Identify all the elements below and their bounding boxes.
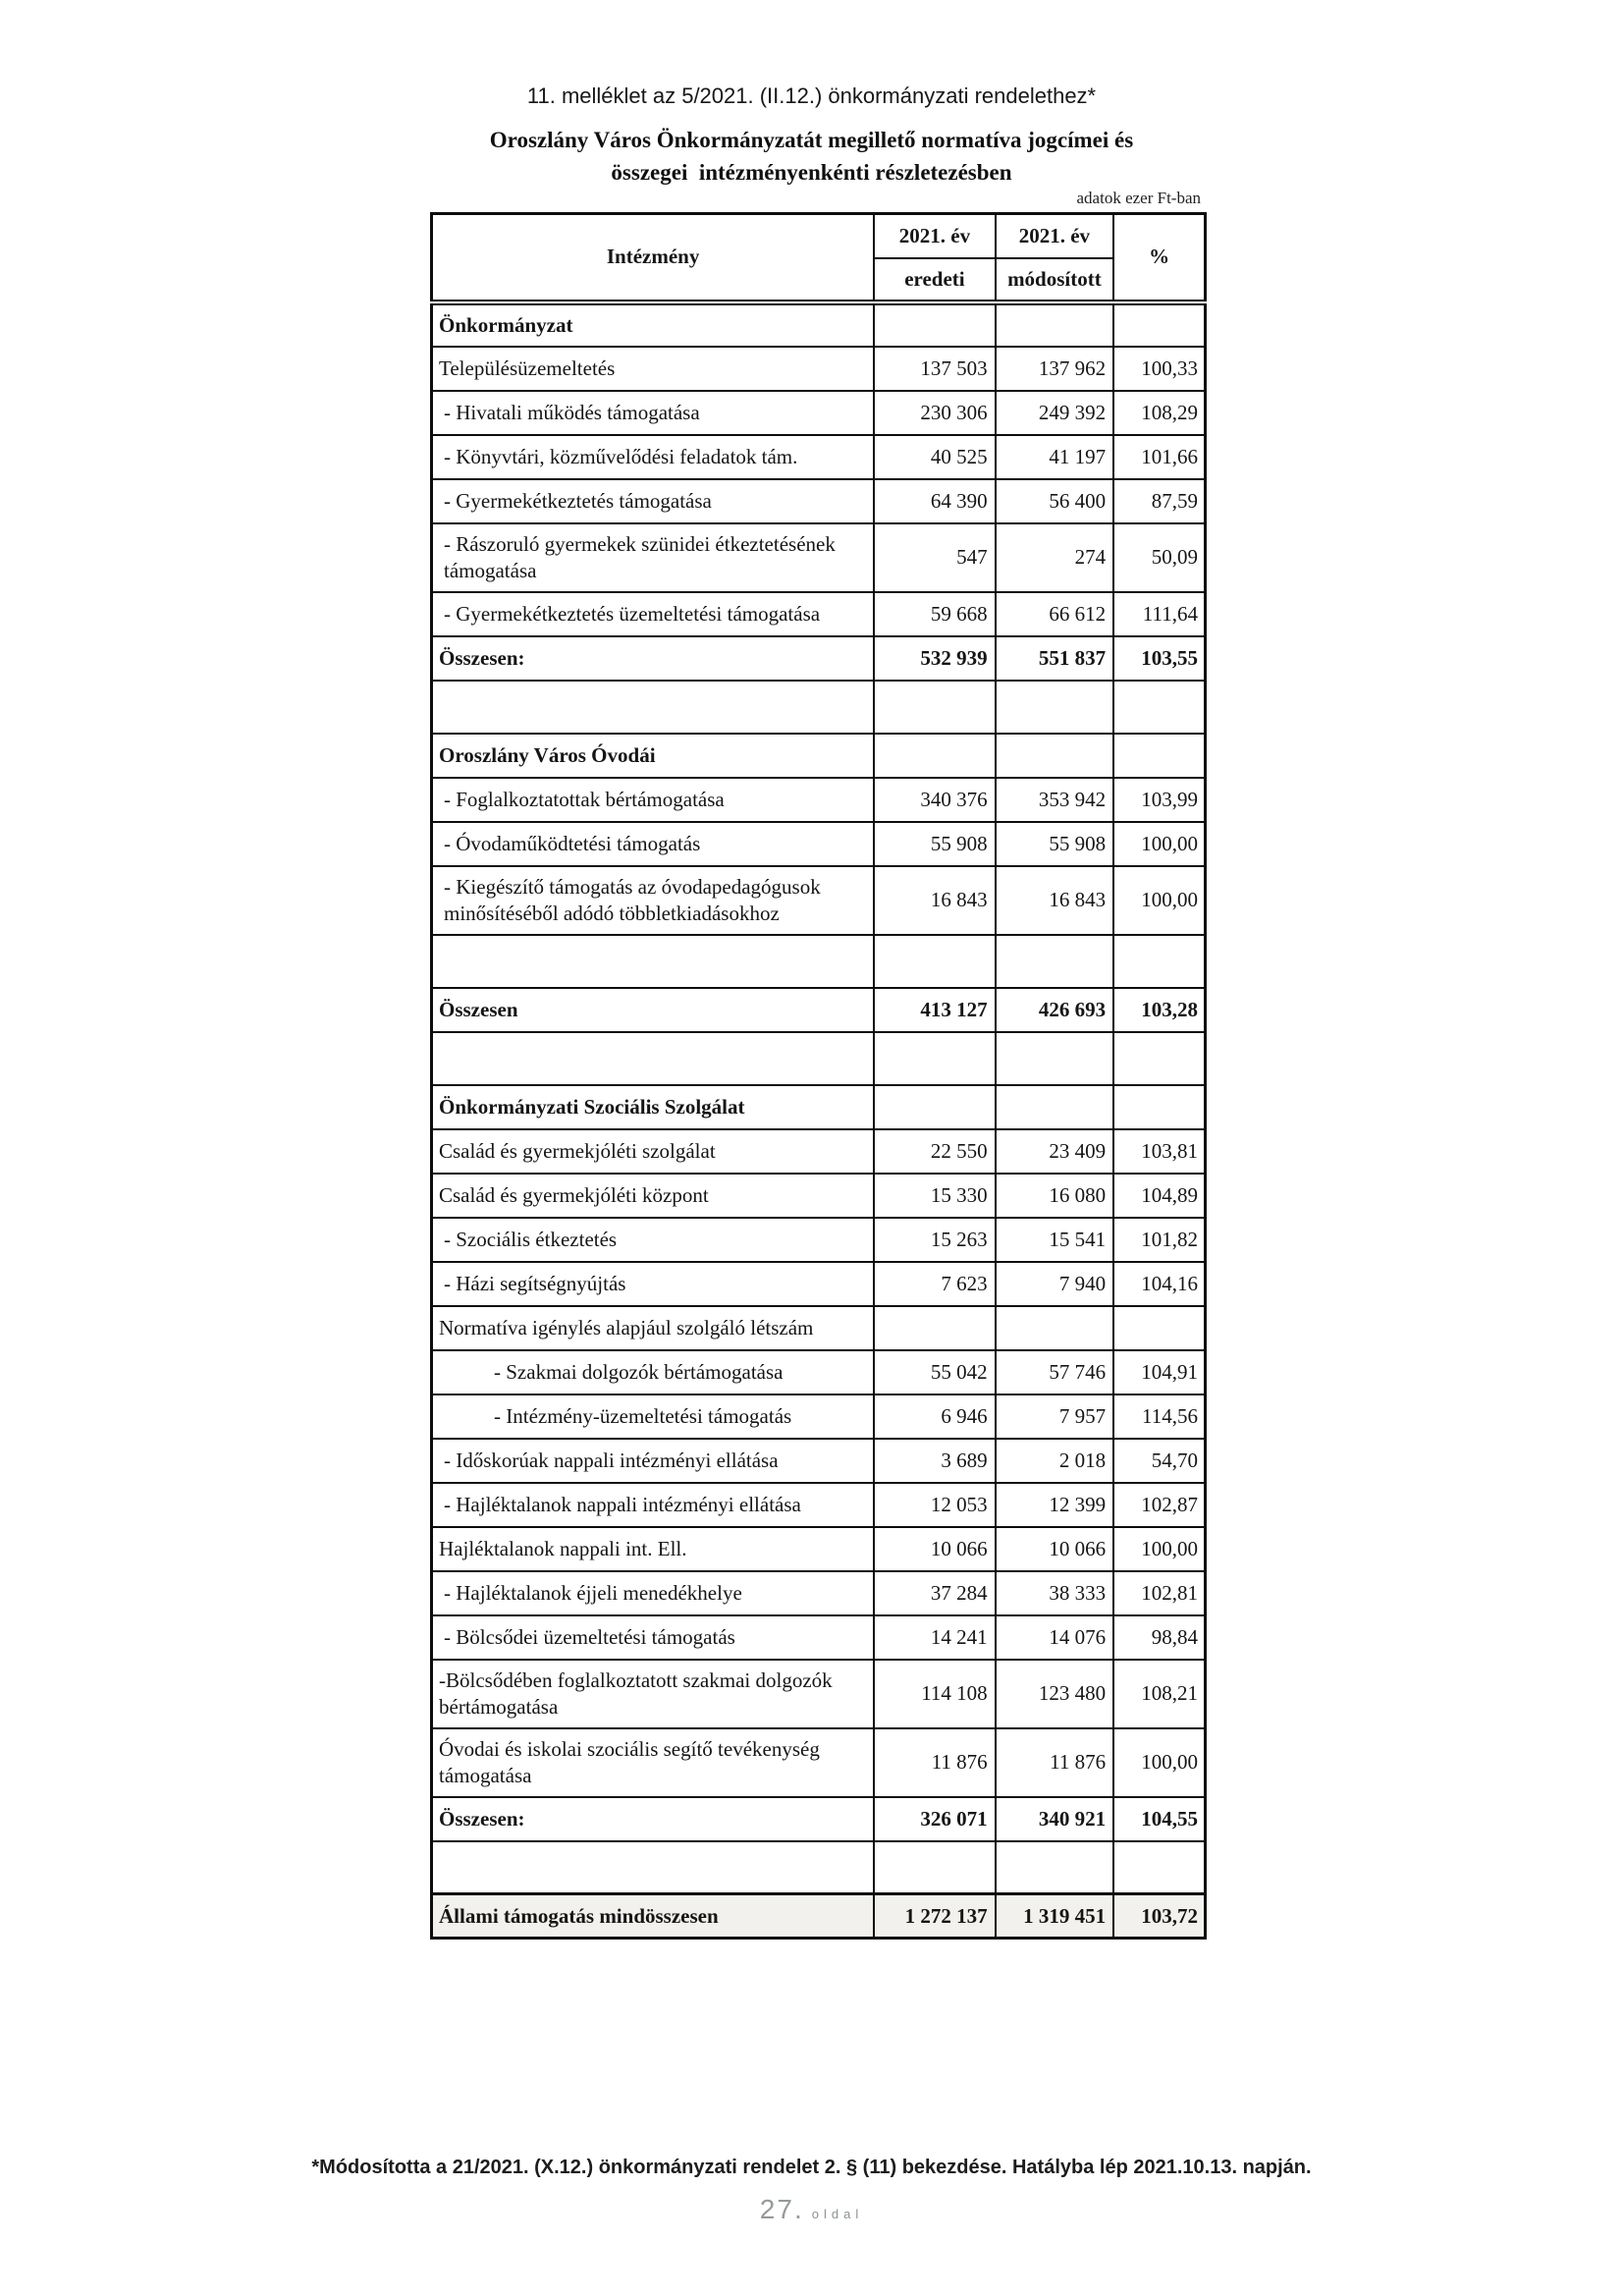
institution-cell: - Könyvtári, közművelődési feladatok tám. [432, 435, 875, 479]
modified-2021-cell: 340 921 [996, 1797, 1113, 1841]
percent-cell: 100,00 [1113, 866, 1205, 935]
percent-cell: 98,84 [1113, 1615, 1205, 1660]
original-2021-cell [874, 935, 995, 988]
modified-2021-cell [996, 1306, 1113, 1350]
modified-2021-cell: 66 612 [996, 592, 1113, 636]
institution-cell: - Bölcsődei üzemeltetési támogatás [432, 1615, 875, 1660]
table-row [432, 1797, 1206, 1841]
percent-cell: 108,29 [1113, 391, 1205, 435]
original-2021-cell: 15 330 [874, 1174, 995, 1218]
original-2021-cell [874, 1085, 995, 1129]
table-row [432, 822, 1206, 866]
modified-2021-cell: 14 076 [996, 1615, 1113, 1660]
institution-cell: Önkormányzati Szociális Szolgálat [432, 1085, 875, 1129]
modified-2021-cell: 12 399 [996, 1483, 1113, 1527]
header-institution: Intézmény [432, 214, 875, 302]
institution-cell: Óvodai és iskolai szociális segítő tevékenység támogatása [432, 1728, 875, 1797]
percent-cell: 102,87 [1113, 1483, 1205, 1527]
table-row [432, 523, 1206, 592]
modified-2021-cell: 137 962 [996, 347, 1113, 391]
table-row [432, 1032, 1206, 1085]
table-header-row-1 [432, 214, 1206, 258]
modified-2021-cell [996, 1085, 1113, 1129]
modified-2021-cell: 41 197 [996, 435, 1113, 479]
table-row [432, 1394, 1206, 1439]
table-row [432, 866, 1206, 935]
institution-cell: - Intézmény-üzemeltetési támogatás [432, 1394, 875, 1439]
percent-cell: 50,09 [1113, 523, 1205, 592]
modified-2021-cell: 7 957 [996, 1394, 1113, 1439]
percent-cell [1113, 1085, 1205, 1129]
table-row [432, 1571, 1206, 1615]
original-2021-cell: 326 071 [874, 1797, 995, 1841]
percent-cell: 104,91 [1113, 1350, 1205, 1394]
institution-cell: - Időskorúak nappali intézményi ellátása [432, 1439, 875, 1483]
original-2021-cell [874, 1306, 995, 1350]
modified-2021-cell: 123 480 [996, 1660, 1113, 1728]
original-2021-cell: 413 127 [874, 988, 995, 1032]
original-2021-cell: 1 272 137 [874, 1894, 995, 1939]
modified-2021-cell [996, 935, 1113, 988]
table-row [432, 1129, 1206, 1174]
table-row [432, 1527, 1206, 1571]
modified-2021-cell: 57 746 [996, 1350, 1113, 1394]
header-year-modified: 2021. év [996, 214, 1113, 258]
percent-cell: 100,00 [1113, 822, 1205, 866]
modified-2021-cell: 7 940 [996, 1262, 1113, 1306]
table-row [432, 347, 1206, 391]
institution-cell: - Óvodaműködtetési támogatás [432, 822, 875, 866]
table-row [432, 1174, 1206, 1218]
institution-cell: - Kiegészítő támogatás az óvodapedagógusok minősítéséből adódó többletkiadásokhoz [432, 866, 875, 935]
original-2021-cell: 230 306 [874, 391, 995, 435]
modified-2021-cell [996, 681, 1113, 734]
percent-cell: 103,72 [1113, 1894, 1205, 1939]
table-row [432, 1615, 1206, 1660]
modified-2021-cell: 551 837 [996, 636, 1113, 681]
table-row [432, 778, 1206, 822]
header-original: eredeti [874, 258, 995, 302]
institution-cell: Hajléktalanok nappali int. Ell. [432, 1527, 875, 1571]
table-row [432, 988, 1206, 1032]
percent-cell: 54,70 [1113, 1439, 1205, 1483]
modified-2021-cell: 249 392 [996, 391, 1113, 435]
original-2021-cell: 3 689 [874, 1439, 995, 1483]
institution-cell: Önkormányzat [432, 302, 875, 347]
annex-note: 11. melléklet az 5/2021. (II.12.) önkormányzati rendelethez* [526, 83, 1097, 108]
institution-cell: Településüzemeltetés [432, 347, 875, 391]
institution-cell: - Hajléktalanok éjjeli menedékhelye [432, 1571, 875, 1615]
table-row [432, 479, 1206, 523]
table-row [432, 1085, 1206, 1129]
original-2021-cell: 15 263 [874, 1218, 995, 1262]
institution-cell: - Szociális étkeztetés [432, 1218, 875, 1262]
institution-cell: - Házi segítségnyújtás [432, 1262, 875, 1306]
table-row [432, 1262, 1206, 1306]
page-number: 27. [759, 2194, 804, 2224]
institution-cell: -Bölcsődében foglalkoztatott szakmai dolgozók bértámogatása [432, 1660, 875, 1728]
modification-footnote: *Módosította a 21/2021. (X.12.) önkormányzati rendelet 2. § (11) bekezdése. Hatályba lép 2021.10.13. napján. [311, 2157, 1312, 2178]
modified-2021-cell: 15 541 [996, 1218, 1113, 1262]
modified-2021-cell: 353 942 [996, 778, 1113, 822]
table-row [432, 302, 1206, 347]
modified-2021-cell: 38 333 [996, 1571, 1113, 1615]
original-2021-cell [874, 302, 995, 347]
original-2021-cell: 55 908 [874, 822, 995, 866]
table-row [432, 592, 1206, 636]
table-row [432, 1841, 1206, 1894]
modified-2021-cell: 1 319 451 [996, 1894, 1113, 1939]
percent-cell: 114,56 [1113, 1394, 1205, 1439]
percent-cell: 103,81 [1113, 1129, 1205, 1174]
header-modified: módosított [996, 258, 1113, 302]
normative-table [430, 212, 1207, 1940]
original-2021-cell: 340 376 [874, 778, 995, 822]
table-header [432, 214, 1206, 302]
table-row [432, 1218, 1206, 1262]
percent-cell [1113, 1306, 1205, 1350]
institution-cell: - Gyermekétkeztetés támogatása [432, 479, 875, 523]
table-row [432, 681, 1206, 734]
header-year-original: 2021. év [874, 214, 995, 258]
percent-cell: 111,64 [1113, 592, 1205, 636]
institution-cell: - Gyermekétkeztetés üzemeltetési támogatása [432, 592, 875, 636]
original-2021-cell: 6 946 [874, 1394, 995, 1439]
original-2021-cell: 114 108 [874, 1660, 995, 1728]
percent-cell: 104,89 [1113, 1174, 1205, 1218]
modified-2021-cell: 10 066 [996, 1527, 1113, 1571]
title-line-2: összegei intézményenkénti részletezésben [611, 160, 1012, 185]
institution-cell: - Hajléktalanok nappali intézményi ellátása [432, 1483, 875, 1527]
institution-cell [432, 681, 875, 734]
modified-2021-cell: 55 908 [996, 822, 1113, 866]
institution-cell [432, 1032, 875, 1085]
modified-2021-cell: 274 [996, 523, 1113, 592]
percent-cell: 100,33 [1113, 347, 1205, 391]
original-2021-cell: 22 550 [874, 1129, 995, 1174]
institution-cell: Összesen: [432, 636, 875, 681]
institution-cell: Állami támogatás mindösszesen [432, 1894, 875, 1939]
table-body [432, 302, 1206, 1939]
modified-2021-cell [996, 302, 1113, 347]
table-row [432, 1439, 1206, 1483]
percent-cell: 101,82 [1113, 1218, 1205, 1262]
modified-2021-cell: 2 018 [996, 1439, 1113, 1483]
original-2021-cell: 64 390 [874, 479, 995, 523]
original-2021-cell [874, 734, 995, 778]
original-2021-cell: 55 042 [874, 1350, 995, 1394]
percent-cell: 87,59 [1113, 479, 1205, 523]
institution-cell: Család és gyermekjóléti szolgálat [432, 1129, 875, 1174]
header-percent: % [1113, 214, 1205, 302]
modified-2021-cell: 11 876 [996, 1728, 1113, 1797]
percent-cell: 108,21 [1113, 1660, 1205, 1728]
original-2021-cell: 59 668 [874, 592, 995, 636]
table-row [432, 636, 1206, 681]
page-number-word: oldal [811, 2207, 864, 2221]
units-note: adatok ezer Ft-ban [1076, 189, 1201, 207]
table-row [432, 1350, 1206, 1394]
percent-cell [1113, 1032, 1205, 1085]
modified-2021-cell: 56 400 [996, 479, 1113, 523]
table-row [432, 391, 1206, 435]
modified-2021-cell: 16 843 [996, 866, 1113, 935]
table-row [432, 1660, 1206, 1728]
table-row [432, 1306, 1206, 1350]
institution-cell [432, 935, 875, 988]
percent-cell: 103,55 [1113, 636, 1205, 681]
institution-cell: Normatíva igénylés alapjául szolgáló létszám [432, 1306, 875, 1350]
table-row [432, 935, 1206, 988]
modified-2021-cell [996, 1032, 1113, 1085]
table-row [432, 435, 1206, 479]
modified-2021-cell: 23 409 [996, 1129, 1113, 1174]
document-title [0, 124, 1623, 189]
institution-cell: Összesen [432, 988, 875, 1032]
table-row [432, 1483, 1206, 1527]
original-2021-cell: 547 [874, 523, 995, 592]
original-2021-cell [874, 681, 995, 734]
title-line-1: Oroszlány Város Önkormányzatát megillető normatíva jogcímei és [489, 128, 1134, 152]
original-2021-cell: 11 876 [874, 1728, 995, 1797]
original-2021-cell: 137 503 [874, 347, 995, 391]
modified-2021-cell: 16 080 [996, 1174, 1113, 1218]
percent-cell: 102,81 [1113, 1571, 1205, 1615]
institution-cell: - Hivatali működés támogatása [432, 391, 875, 435]
modified-2021-cell [996, 1841, 1113, 1894]
percent-cell: 103,99 [1113, 778, 1205, 822]
percent-cell: 100,00 [1113, 1527, 1205, 1571]
institution-cell: - Szakmai dolgozók bértámogatása [432, 1350, 875, 1394]
institution-cell: - Foglalkoztatottak bértámogatása [432, 778, 875, 822]
original-2021-cell: 40 525 [874, 435, 995, 479]
percent-cell: 101,66 [1113, 435, 1205, 479]
percent-cell [1113, 935, 1205, 988]
page-footer [0, 2194, 1623, 2225]
table-row [432, 734, 1206, 778]
percent-cell: 100,00 [1113, 1728, 1205, 1797]
percent-cell [1113, 734, 1205, 778]
institution-cell: - Rászoruló gyermekek szünidei étkeztetésének támogatása [432, 523, 875, 592]
percent-cell [1113, 302, 1205, 347]
original-2021-cell [874, 1841, 995, 1894]
percent-cell: 103,28 [1113, 988, 1205, 1032]
institution-cell: Oroszlány Város Óvodái [432, 734, 875, 778]
original-2021-cell: 12 053 [874, 1483, 995, 1527]
original-2021-cell: 10 066 [874, 1527, 995, 1571]
table-row [432, 1728, 1206, 1797]
percent-cell [1113, 1841, 1205, 1894]
institution-cell: Összesen: [432, 1797, 875, 1841]
institution-cell [432, 1841, 875, 1894]
original-2021-cell [874, 1032, 995, 1085]
modified-2021-cell [996, 734, 1113, 778]
institution-cell: Család és gyermekjóléti központ [432, 1174, 875, 1218]
table-row [432, 1894, 1206, 1939]
percent-cell: 104,55 [1113, 1797, 1205, 1841]
modified-2021-cell: 426 693 [996, 988, 1113, 1032]
original-2021-cell: 7 623 [874, 1262, 995, 1306]
percent-cell [1113, 681, 1205, 734]
original-2021-cell: 37 284 [874, 1571, 995, 1615]
percent-cell: 104,16 [1113, 1262, 1205, 1306]
original-2021-cell: 14 241 [874, 1615, 995, 1660]
original-2021-cell: 16 843 [874, 866, 995, 935]
original-2021-cell: 532 939 [874, 636, 995, 681]
